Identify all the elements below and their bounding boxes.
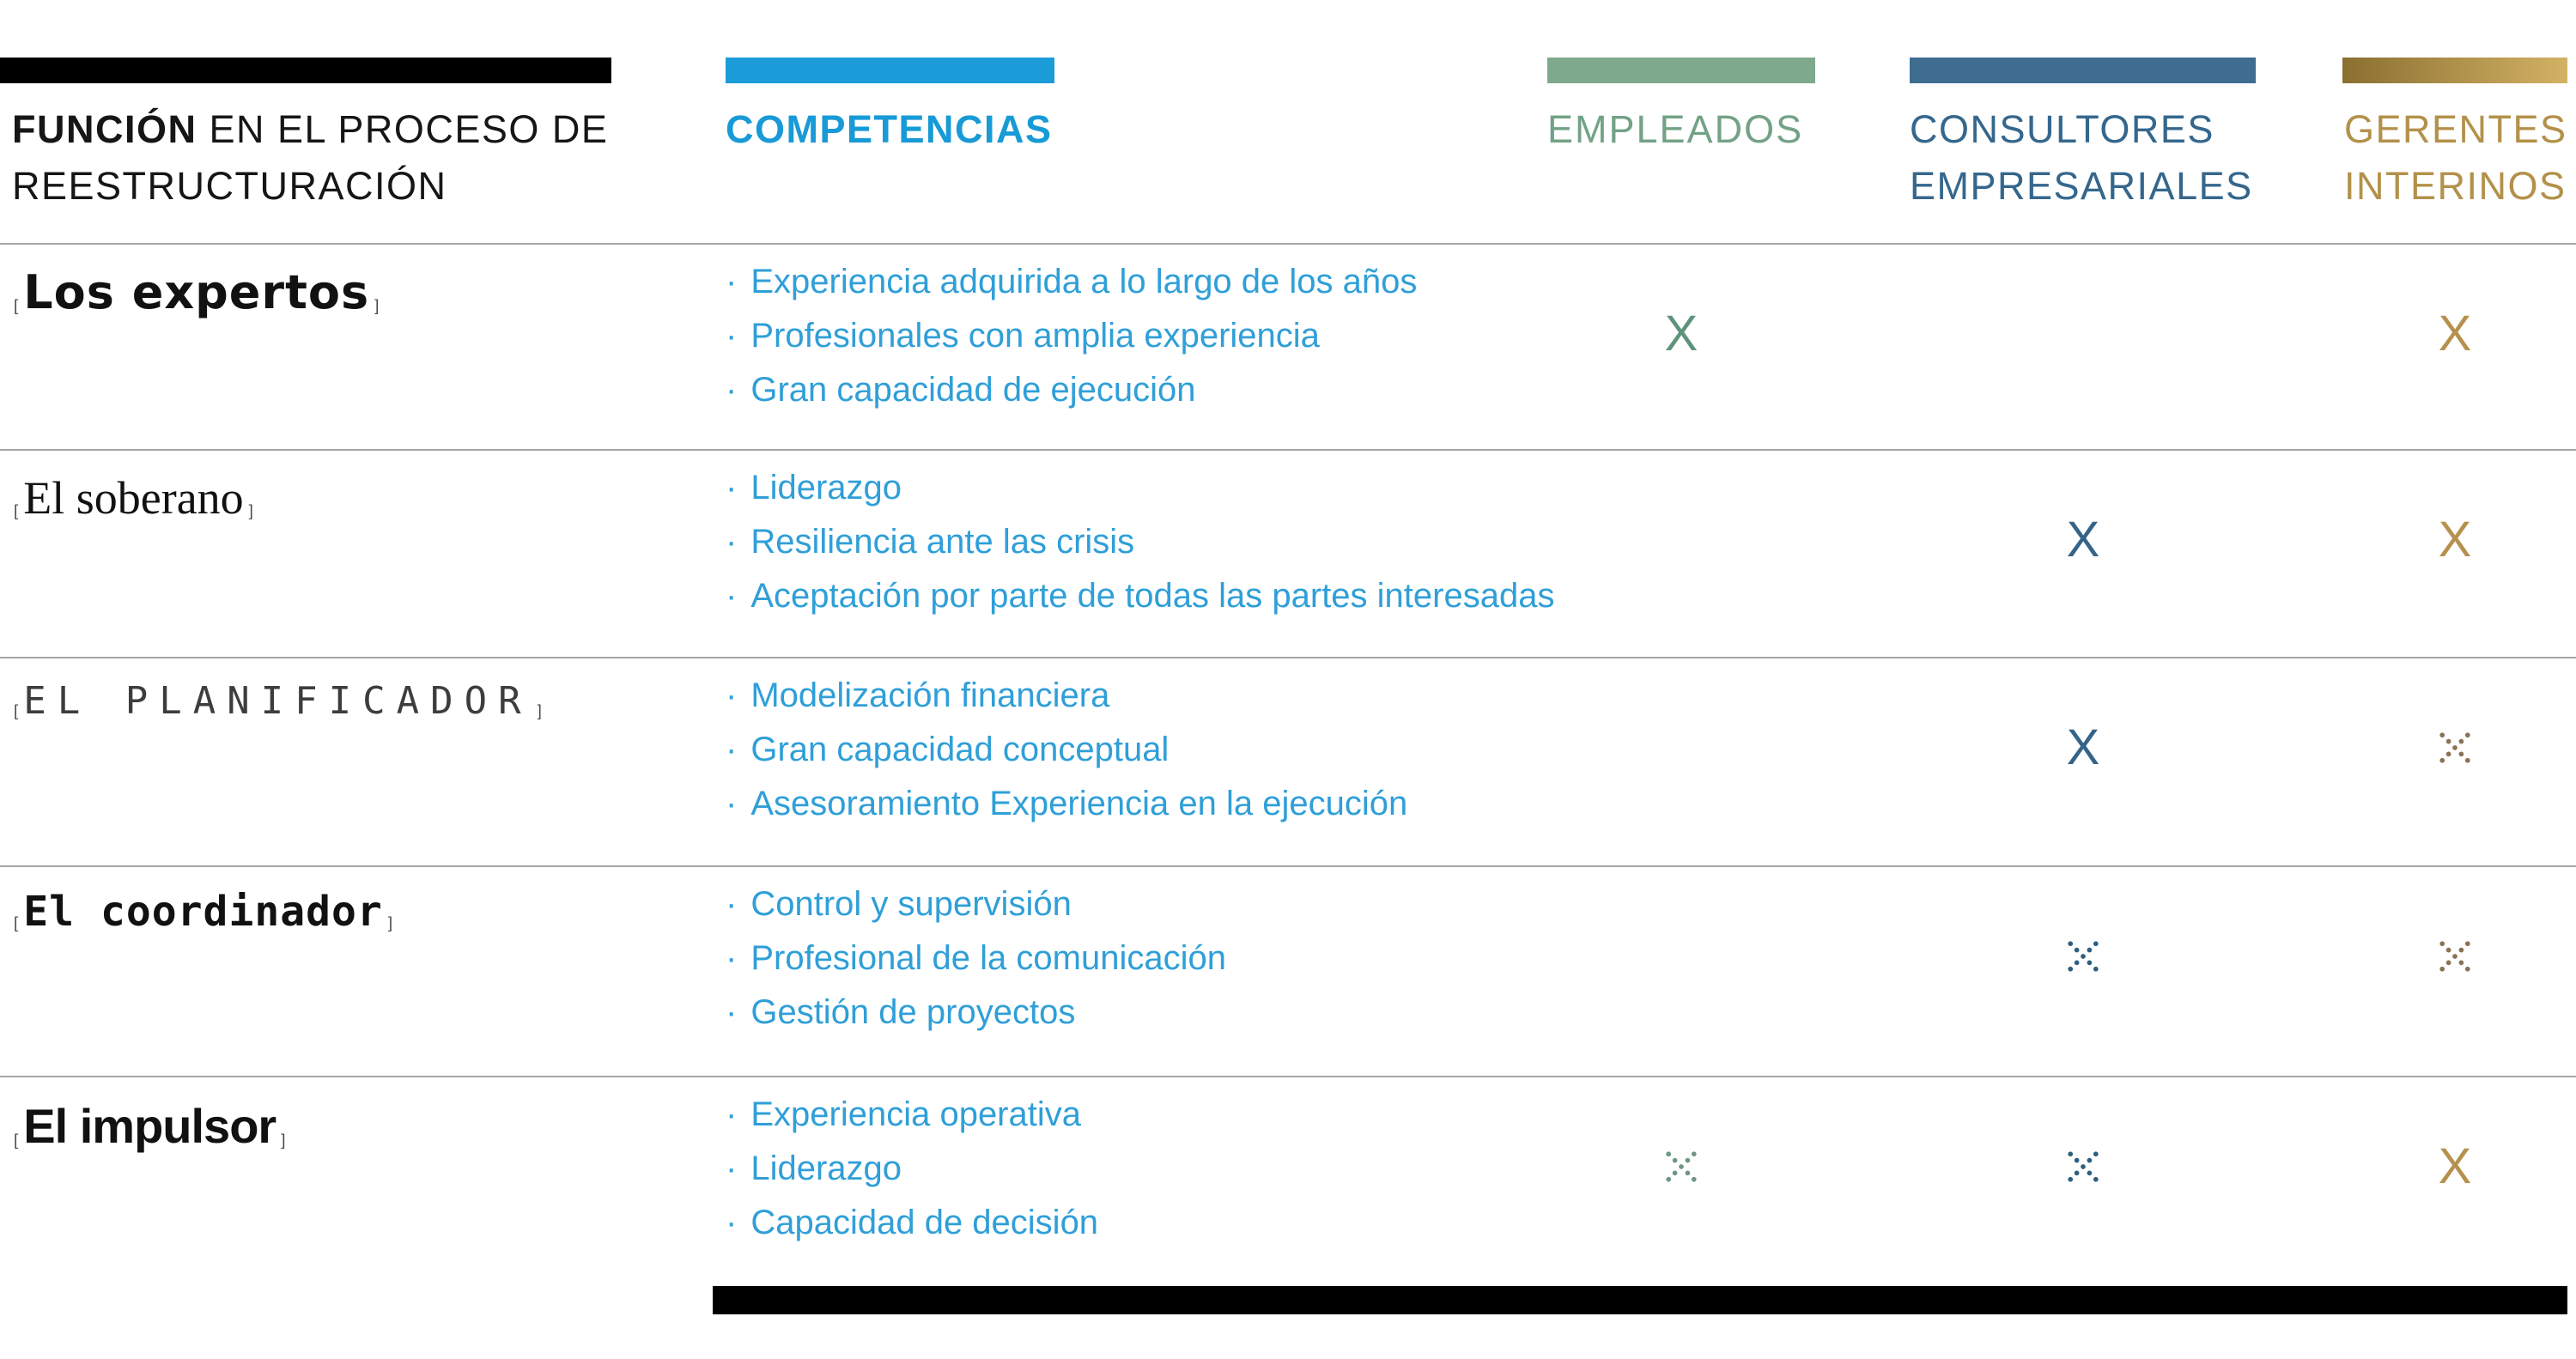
mark-gerentes: [2431, 1138, 2479, 1194]
competency-text: Experiencia adquirida a lo largo de los años: [750, 263, 1418, 300]
competency-item: [726, 1142, 1098, 1196]
mark-consultores: [2059, 719, 2107, 775]
mark-consultores: [2059, 310, 2107, 358]
open-bracket: [: [14, 501, 19, 519]
close-bracket: ]: [387, 913, 393, 931]
table-row: [0, 243, 2576, 449]
competency-item: [726, 669, 1407, 723]
bullet-dot: ·: [726, 993, 738, 1031]
solid-x-mark: X: [1664, 306, 1698, 361]
footer-bar: [713, 1286, 2567, 1314]
competency-item: [726, 255, 1417, 309]
open-bracket: [: [14, 296, 19, 314]
mark-empleados: [1657, 516, 1705, 564]
competency-text: Resiliencia ante las crisis: [750, 523, 1135, 561]
role-name: EL PLANIFICADOR: [23, 679, 532, 723]
competency-text: Gran capacidad de ejecución: [750, 371, 1196, 409]
bullet-dot: ·: [726, 1150, 738, 1187]
competency-list: [726, 669, 1407, 831]
bullet-dot: ·: [726, 885, 738, 923]
bullet-dot: ·: [726, 1095, 738, 1133]
funcion-header-line2: REESTRUCTURACIÓN: [12, 164, 447, 208]
dotted-x-icon: [2439, 731, 2471, 764]
mark-consultores: [2059, 932, 2107, 980]
solid-x-mark: X: [2438, 512, 2472, 567]
competency-item: [726, 723, 1407, 777]
gerentes-header-line1: GERENTES: [2344, 107, 2567, 151]
competency-text: Control y supervisión: [750, 885, 1072, 923]
competency-text: Modelización financiera: [750, 676, 1110, 714]
role-name: El coordinador: [23, 888, 383, 936]
consultores-header-line2: EMPRESARIALES: [1910, 164, 2253, 208]
close-bracket: ]: [281, 1131, 286, 1149]
consultores-header-bar: [1910, 58, 2256, 83]
role-label: [9, 265, 384, 319]
competency-item: [726, 569, 1554, 623]
competency-item: [726, 931, 1226, 986]
competency-text: Gestión de proyectos: [750, 993, 1076, 1031]
table-row: [0, 865, 2576, 1071]
bullet-dot: ·: [726, 469, 738, 507]
role-label: [9, 679, 547, 723]
empleados-column-header: EMPLEADOS: [1547, 107, 1804, 151]
gerentes-header-line2: INTERINOS: [2344, 164, 2567, 208]
mark-empleados: [1657, 724, 1705, 772]
open-bracket: [: [14, 1131, 19, 1149]
competency-item: [726, 1088, 1098, 1142]
competency-text: Aceptación por parte de todas las partes interesadas: [750, 577, 1555, 615]
funcion-header-bold: FUNCIÓN: [12, 107, 197, 151]
competency-list: [726, 255, 1417, 417]
bullet-dot: ·: [726, 939, 738, 977]
solid-x-mark: X: [2066, 719, 2100, 775]
open-bracket: [: [14, 913, 19, 931]
role-name: El impulsor: [23, 1099, 276, 1153]
competency-item: [726, 986, 1226, 1040]
mark-gerentes: [2431, 512, 2479, 567]
bullet-dot: ·: [726, 263, 738, 300]
bullet-dot: ·: [726, 523, 738, 561]
close-bracket: ]: [248, 501, 253, 519]
gerentes-column-header: [2344, 101, 2567, 215]
mark-empleados: [1657, 306, 1705, 361]
mark-gerentes: [2431, 724, 2479, 772]
competency-item: [726, 877, 1226, 931]
funcion-header-bar: [0, 58, 611, 83]
role-label: [9, 888, 398, 936]
mark-empleados: [1657, 932, 1705, 980]
competency-list: [726, 461, 1554, 623]
bullet-dot: ·: [726, 317, 738, 355]
consultores-header-line1: CONSULTORES: [1910, 107, 2215, 151]
competency-text: Experiencia operativa: [750, 1095, 1081, 1133]
consultores-column-header: [1910, 101, 2253, 215]
table-row: [0, 449, 2576, 655]
bullet-dot: ·: [726, 731, 738, 768]
mark-gerentes: [2431, 932, 2479, 980]
bullet-dot: ·: [726, 371, 738, 409]
competency-text: Gran capacidad conceptual: [750, 731, 1170, 768]
dotted-x-icon: [2067, 1150, 2099, 1183]
funcion-header-rest: EN EL PROCESO DE: [197, 107, 609, 151]
competency-item: [726, 777, 1407, 831]
role-label: [9, 1098, 290, 1154]
bullet-dot: ·: [726, 577, 738, 615]
solid-x-mark: X: [2066, 512, 2100, 567]
role-name: El soberano: [23, 472, 244, 524]
table-row: [0, 1076, 2576, 1282]
competency-item: [726, 1196, 1098, 1250]
bullet-dot: ·: [726, 676, 738, 714]
dotted-x-icon: [1665, 1150, 1698, 1183]
competency-text: Liderazgo: [750, 1150, 902, 1187]
competency-text: Capacidad de decisión: [750, 1204, 1099, 1241]
competency-text: Liderazgo: [750, 469, 902, 507]
empleados-header-bar: [1547, 58, 1815, 83]
mark-consultores: [2059, 512, 2107, 567]
dotted-x-icon: [2067, 940, 2099, 973]
close-bracket: ]: [374, 296, 380, 314]
competency-text: Asesoramiento Experiencia en la ejecución: [750, 785, 1408, 822]
dotted-x-icon: [2439, 940, 2471, 973]
funcion-column-header: [12, 101, 716, 215]
competency-item: [726, 363, 1417, 417]
competency-list: [726, 877, 1226, 1040]
role-label: [9, 471, 258, 525]
competencias-column-header: COMPETENCIAS: [726, 107, 1053, 151]
solid-x-mark: X: [2438, 1138, 2472, 1194]
competencias-header-bar: [726, 58, 1054, 83]
competency-item: [726, 461, 1554, 515]
open-bracket: [: [14, 701, 19, 719]
solid-x-mark: X: [2438, 306, 2472, 361]
competency-list: [726, 1088, 1098, 1250]
competency-text: Profesional de la comunicación: [750, 939, 1226, 977]
bullet-dot: ·: [726, 1204, 738, 1241]
mark-consultores: [2059, 1143, 2107, 1191]
table-row: [0, 657, 2576, 863]
competency-item: [726, 309, 1417, 363]
competency-text: Profesionales con amplia experiencia: [750, 317, 1320, 355]
bullet-dot: ·: [726, 785, 738, 822]
mark-empleados: [1657, 1143, 1705, 1191]
close-bracket: ]: [537, 701, 542, 719]
mark-gerentes: [2431, 306, 2479, 361]
competency-item: [726, 515, 1554, 569]
gerentes-header-bar: [2342, 58, 2567, 83]
role-name: Los expertos: [23, 265, 370, 319]
